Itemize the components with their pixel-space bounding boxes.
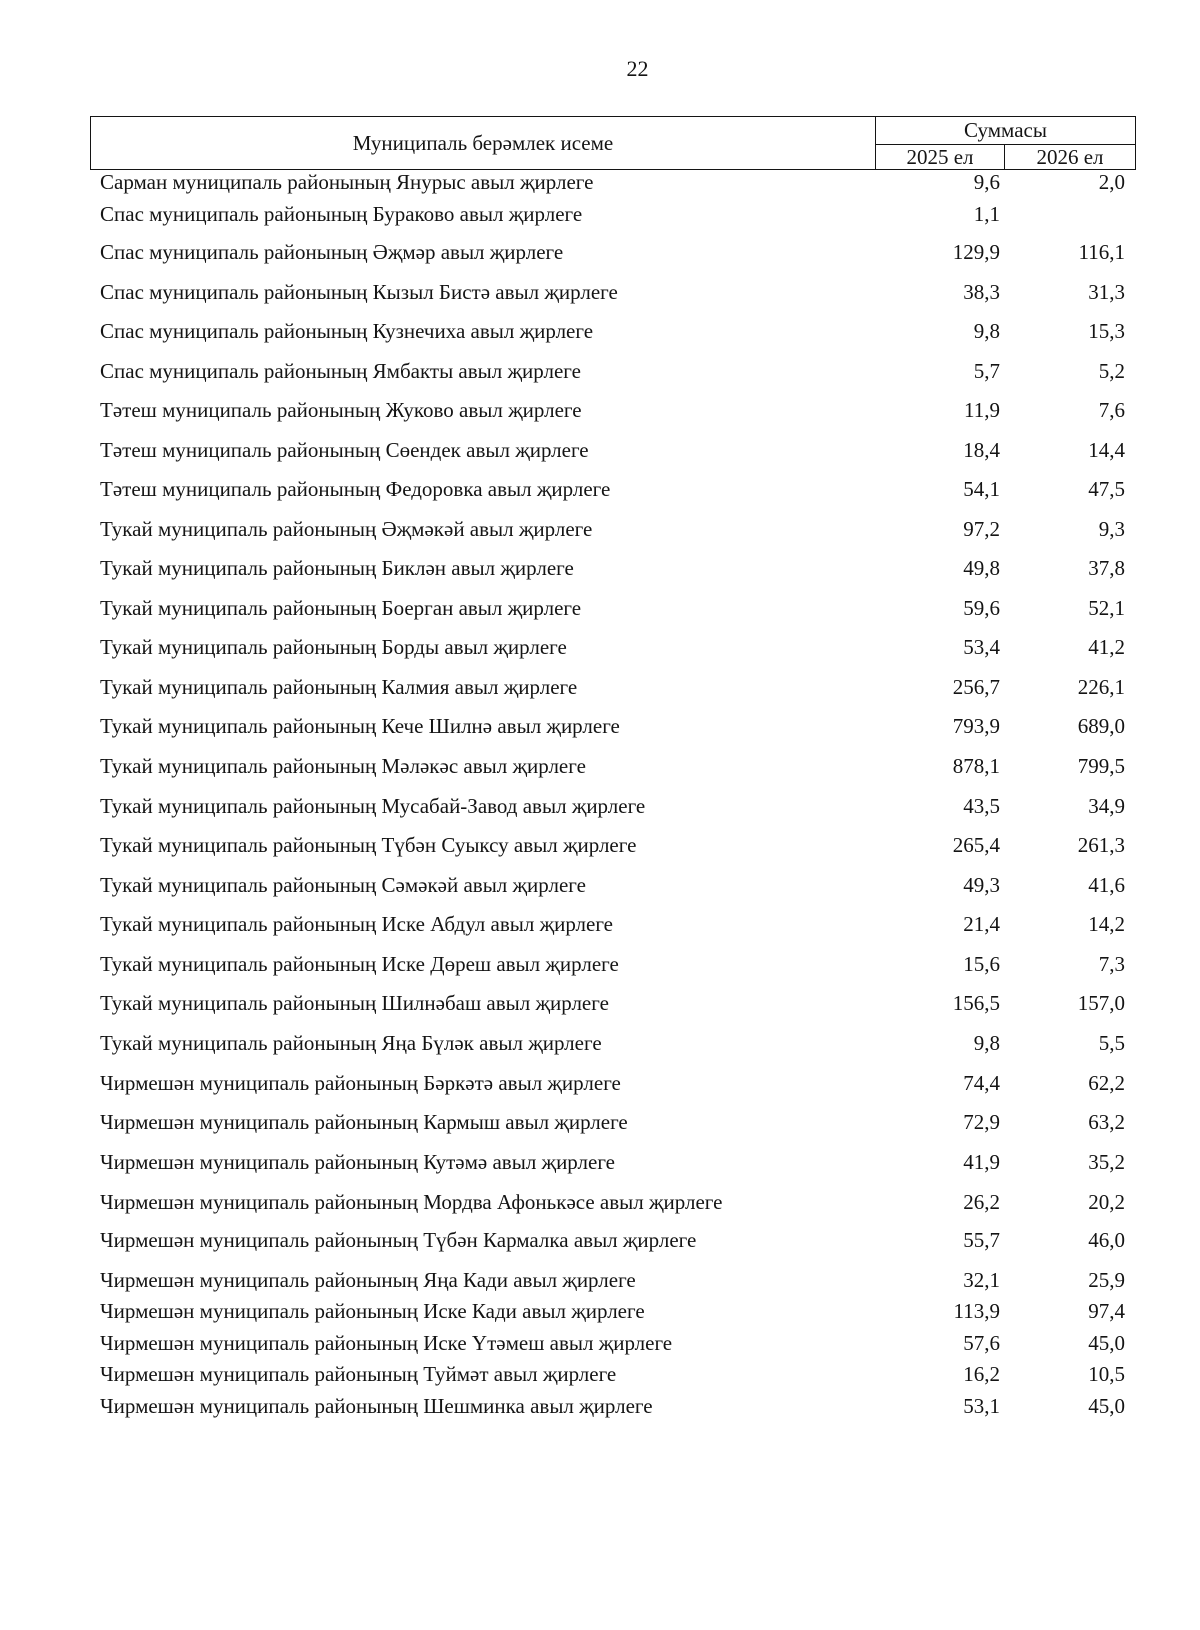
amount-2026: 45,0 — [1088, 1394, 1125, 1418]
amount-2025: 878,1 — [952, 754, 1000, 778]
amount-2025: 129,9 — [952, 240, 1000, 264]
table-row — [100, 711, 1132, 741]
table-row — [100, 553, 1132, 583]
amount-2025: 9,6 — [973, 170, 1000, 194]
amount-2025: 43,5 — [963, 794, 1000, 818]
municipality-name: Чирмешән муниципаль районының Кутәмә авыл җирлеге — [100, 1150, 615, 1174]
table-row — [100, 1328, 1132, 1358]
amount-2025: 156,5 — [952, 991, 1000, 1015]
table-row — [100, 1107, 1132, 1137]
amount-2026: 63,2 — [1088, 1110, 1125, 1134]
header-name-column: Муниципаль берәмлек исеме — [91, 117, 876, 170]
municipality-name: Тукай муниципаль районының Кече Шилнә авыл җирлеге — [100, 714, 620, 738]
header-year-2026: 2026 ел — [1036, 145, 1104, 169]
municipality-name: Тукай муниципаль районының Мусабай-Завод авыл җирлеге — [100, 794, 646, 818]
header-year-2025: 2025 ел — [876, 145, 1005, 170]
amount-2026: 15,3 — [1088, 319, 1125, 343]
amount-2025: 53,1 — [963, 1394, 1000, 1418]
amount-2025: 74,4 — [963, 1071, 1000, 1095]
amount-2025: 59,6 — [963, 596, 1000, 620]
municipality-name: Чирмешән муниципаль районының Мордва Афонькәсе авыл җирлеге — [100, 1190, 723, 1214]
table-row — [100, 356, 1132, 386]
amount-2026: 5,5 — [1098, 1031, 1125, 1055]
municipality-name: Спас муниципаль районының Бураково авыл җирлеге — [100, 202, 583, 226]
amount-2025: 9,8 — [973, 1031, 1000, 1055]
municipality-name: Тукай муниципаль районының Боерган авыл җирлеге — [100, 596, 582, 620]
amount-2026: 5,2 — [1098, 359, 1125, 383]
amount-2026: 116,1 — [1078, 240, 1125, 264]
amount-2025: 9,8 — [973, 319, 1000, 343]
amount-2025: 1,1 — [973, 202, 1000, 226]
amount-2026: 14,4 — [1088, 438, 1125, 462]
amount-2026: 20,2 — [1088, 1190, 1125, 1214]
table-row — [100, 199, 1132, 229]
municipality-name: Тәтеш муниципаль районының Жуково авыл җирлеге — [100, 398, 582, 422]
amount-2026: 31,3 — [1088, 280, 1125, 304]
amount-2026: 41,2 — [1088, 635, 1125, 659]
amount-2026: 157,0 — [1077, 991, 1125, 1015]
municipality-name: Тәтеш муниципаль районының Сөендек авыл җирлеге — [100, 438, 589, 462]
amount-2026: 10,5 — [1088, 1362, 1125, 1386]
amount-2026: 35,2 — [1088, 1150, 1125, 1174]
table-row — [100, 237, 1132, 267]
table-row — [100, 1359, 1132, 1389]
table-row — [100, 1265, 1132, 1295]
amount-2026: 7,6 — [1098, 398, 1125, 422]
amount-2026: 9,3 — [1098, 517, 1125, 541]
municipality-name: Тукай муниципаль районының Әҗмәкәй авыл җирлеге — [100, 517, 593, 541]
municipality-name: Тукай муниципаль районының Түбән Суыксу авыл җирлеге — [100, 833, 637, 857]
amount-2025: 57,6 — [963, 1331, 1000, 1355]
amount-2026: 46,0 — [1088, 1228, 1125, 1252]
amount-2025: 32,1 — [963, 1268, 1000, 1292]
municipality-name: Тукай муниципаль районының Мәләкәс авыл җирлеге — [100, 754, 586, 778]
amount-2026: 7,3 — [1098, 952, 1125, 976]
amount-2026: 226,1 — [1077, 675, 1125, 699]
table-row — [100, 1187, 1132, 1217]
table-row — [100, 1225, 1132, 1255]
municipality-name: Тукай муниципаль районының Калмия авыл җирлеге — [100, 675, 578, 699]
table-row — [100, 474, 1132, 504]
municipality-name: Чирмешән муниципаль районының Түбән Кармалка авыл җирлеге — [100, 1228, 697, 1252]
municipality-name: Чирмешән муниципаль районының Яңа Кади авыл җирлеге — [100, 1268, 636, 1292]
table-row — [100, 988, 1132, 1018]
table-row — [100, 672, 1132, 702]
municipality-name: Тукай муниципаль районының Биклән авыл җирлеге — [100, 556, 574, 580]
municipality-name: Чирмешән муниципаль районының Бәркәтә авыл җирлеге — [100, 1071, 621, 1095]
amount-2025: 5,7 — [973, 359, 1000, 383]
amount-2025: 21,4 — [963, 912, 1000, 936]
municipality-name: Чирмешән муниципаль районының Туймәт авыл җирлеге — [100, 1362, 617, 1386]
amount-2026: 2,0 — [1098, 170, 1125, 194]
header-amount-column: Суммасы — [876, 117, 1135, 145]
municipality-name: Чирмешән муниципаль районының Иске Үтәмеш авыл җирлеге — [100, 1331, 673, 1355]
amount-2025: 16,2 — [963, 1362, 1000, 1386]
municipality-name: Сарман муниципаль районының Янурыс авыл җирлеге — [100, 170, 594, 194]
amount-2025: 55,7 — [963, 1228, 1000, 1252]
table-header — [90, 116, 1136, 170]
table-row — [100, 593, 1132, 623]
amount-2026: 52,1 — [1088, 596, 1125, 620]
municipality-name: Тукай муниципаль районының Шилнәбаш авыл җирлеге — [100, 991, 609, 1015]
municipality-name: Чирмешән муниципаль районының Иске Кади авыл җирлеге — [100, 1299, 645, 1323]
amount-2026: 41,6 — [1088, 873, 1125, 897]
table-row — [100, 830, 1132, 860]
amount-2025: 265,4 — [952, 833, 1000, 857]
amount-2025: 41,9 — [963, 1150, 1000, 1174]
municipality-name: Спас муниципаль районының Әҗмәр авыл җирлеге — [100, 240, 564, 264]
table-row — [100, 514, 1132, 544]
table-row — [100, 1068, 1132, 1098]
amount-2025: 793,9 — [952, 714, 1000, 738]
amount-2025: 38,3 — [963, 280, 1000, 304]
table-row — [100, 949, 1132, 979]
municipality-name: Тукай муниципаль районының Борды авыл җирлеге — [100, 635, 567, 659]
municipality-name: Спас муниципаль районының Кызыл Бистә авыл җирлеге — [100, 280, 618, 304]
municipality-name: Тәтеш муниципаль районының Федоровка авыл җирлеге — [100, 477, 611, 501]
amount-2026: 45,0 — [1088, 1331, 1125, 1355]
amount-2026: 62,2 — [1088, 1071, 1125, 1095]
table-row — [100, 870, 1132, 900]
amount-2025: 72,9 — [963, 1110, 1000, 1134]
municipality-name: Тукай муниципаль районының Яңа Бүләк авыл җирлеге — [100, 1031, 602, 1055]
amount-2026: 689,0 — [1077, 714, 1125, 738]
table-row — [100, 1028, 1132, 1058]
amount-2025: 256,7 — [952, 675, 1000, 699]
amount-2025: 113,9 — [953, 1299, 1000, 1323]
table-row — [100, 751, 1132, 781]
page-number: 22 — [626, 56, 649, 81]
amount-2025: 26,2 — [963, 1190, 1000, 1214]
municipality-name: Чирмешән муниципаль районының Кармыш авыл җирлеге — [100, 1110, 628, 1134]
amount-2026: 47,5 — [1088, 477, 1125, 501]
amount-2025: 15,6 — [963, 952, 1000, 976]
table-row — [100, 277, 1132, 307]
table-row — [100, 435, 1132, 465]
municipality-name: Тукай муниципаль районының Иске Дөреш авыл җирлеге — [100, 952, 619, 976]
amount-2025: 11,9 — [964, 398, 1000, 422]
table-row — [100, 632, 1132, 662]
municipality-name: Чирмешән муниципаль районының Шешминка авыл җирлеге — [100, 1394, 653, 1418]
municipality-name: Спас муниципаль районының Ямбакты авыл җирлеге — [100, 359, 581, 383]
amount-2025: 18,4 — [963, 438, 1000, 462]
table-row — [100, 395, 1132, 425]
municipality-name: Спас муниципаль районының Кузнечиха авыл җирлеге — [100, 319, 594, 343]
amount-2025: 54,1 — [963, 477, 1000, 501]
amount-2026: 261,3 — [1077, 833, 1125, 857]
table-row — [100, 909, 1132, 939]
amount-2026: 37,8 — [1088, 556, 1125, 580]
table-row — [100, 316, 1132, 346]
amount-2025: 53,4 — [963, 635, 1000, 659]
municipality-name: Тукай муниципаль районының Иске Абдул авыл җирлеге — [100, 912, 614, 936]
amount-2025: 49,8 — [963, 556, 1000, 580]
municipality-name: Тукай муниципаль районының Сәмәкәй авыл җирлеге — [100, 873, 586, 897]
amount-2026: 97,4 — [1088, 1299, 1125, 1323]
amount-2025: 97,2 — [963, 517, 1000, 541]
table-row — [100, 1147, 1132, 1177]
amount-2025: 49,3 — [963, 873, 1000, 897]
amount-2026: 799,5 — [1077, 754, 1125, 778]
amount-2026: 34,9 — [1088, 794, 1125, 818]
amount-2026: 14,2 — [1088, 912, 1125, 936]
table-row — [100, 1296, 1132, 1326]
table-row — [100, 167, 1132, 197]
table-row — [100, 1391, 1132, 1421]
amount-2026: 25,9 — [1088, 1268, 1125, 1292]
table-row — [100, 791, 1132, 821]
